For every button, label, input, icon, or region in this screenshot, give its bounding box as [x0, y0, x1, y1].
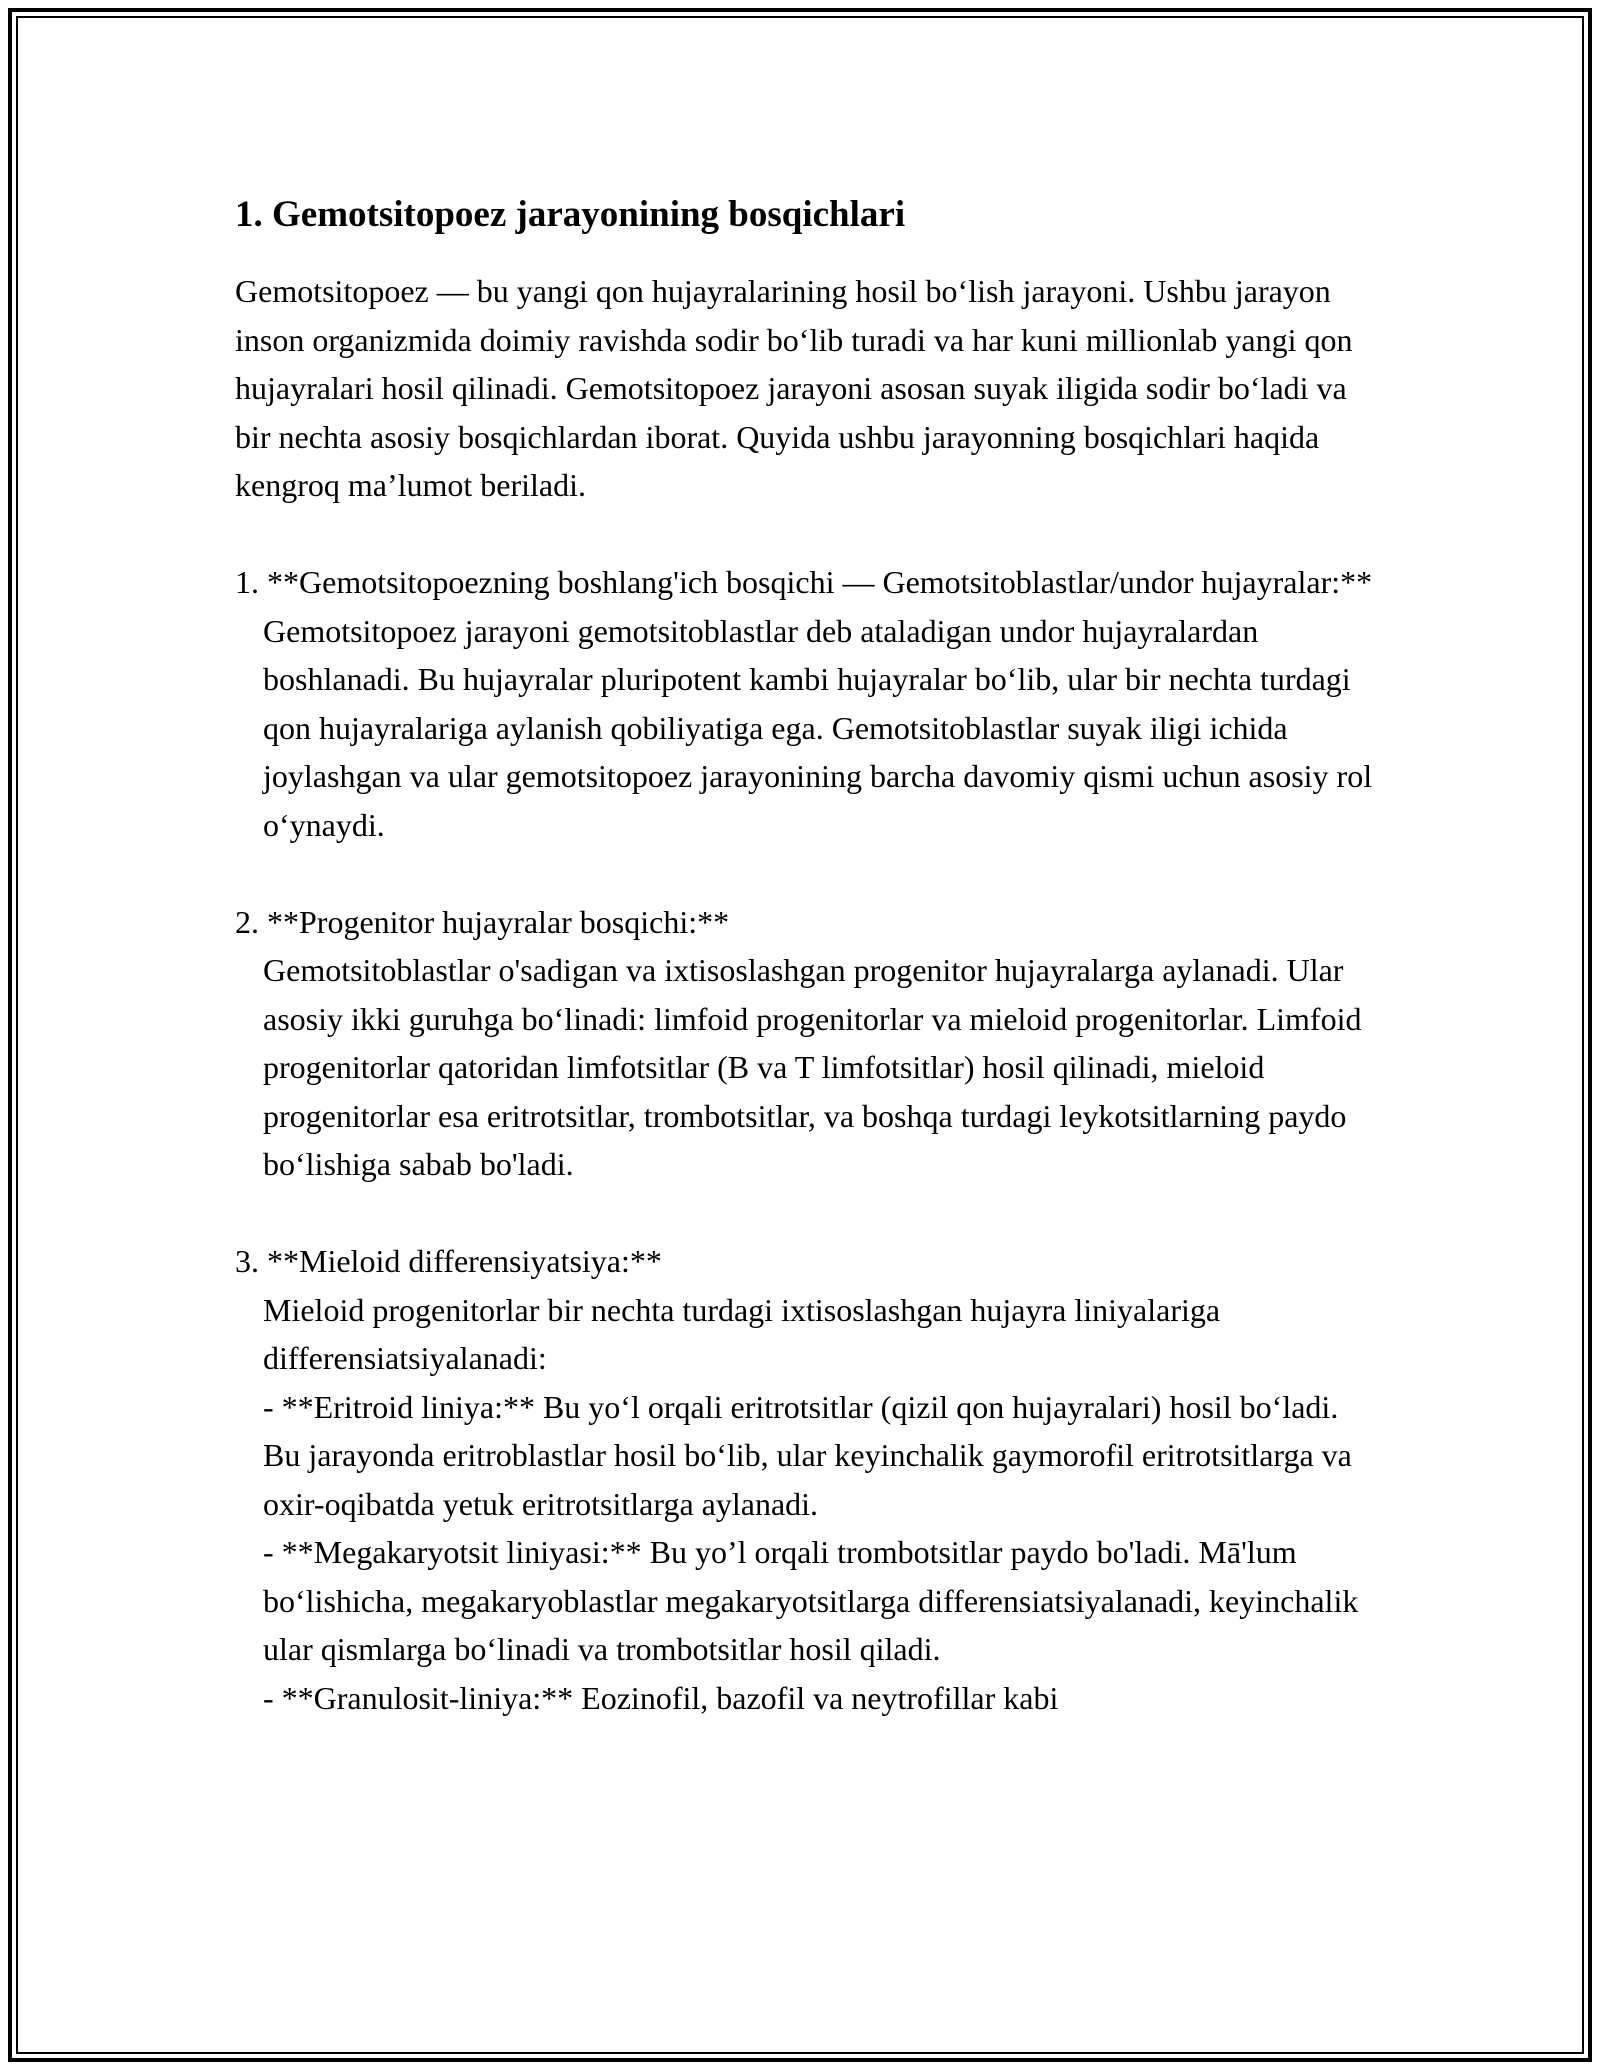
paragraph-gap	[235, 1189, 1375, 1238]
section-2-title: 2. **Progenitor hujayralar bosqichi:**	[235, 903, 730, 940]
section-2-body: Gemotsitoblastlar o'sadigan va ixtisoslashgan progenitor hujayralarga aylanadi. Ular asosiy ikki guruhga boʻlinadi: limfoid progenitorlar va mieloid progenitorlar. Limfoid progenitorlar qatoridan limfotsitlar (B va T limfotsitlar) hosil qilinadi, mieloid progenitorlar esa eritrotsitlar, trombotsitlar, va boshqa turdagi leykotsitlarning paydo boʻlishiga sabab bo'ladi.	[263, 952, 1370, 1182]
section-3-item-megakaryotsit: - **Megakaryotsit liniyasi:** Bu yo’l orqali trombotsitlar paydo bo'ladi. Mā'lum boʻlishicha, megakaryoblastlar megakaryotsitlarga differensiatsiyalanadi, keyinchalik ular qismlarga boʻlinadi va trombotsitlar hosil qiladi.	[263, 1534, 1367, 1667]
section-1-title: 1. **Gemotsitopoezning boshlang'ich bosqichi — Gemotsitoblastlar/undor hujayralar:**	[235, 564, 1373, 600]
section-3-item-granulosit: - **Granulosit-liniya:** Eozinofil, bazofil va neytrofillar kabi	[263, 1679, 1059, 1716]
section-3-item-eritroid: - **Eritroid liniya:** Bu yoʻl orqali eritrotsitlar (qizil qon hujayralari) hosil boʻladi. Bu jarayonda eritroblastlar hosil boʻlib, ular keyinchalik gaymorofil eritrotsitlarga va oxir-oqibatda yetuk eritrotsitlarga aylanadi.	[263, 1388, 1360, 1522]
section-3-body: Mieloid progenitorlar bir nechta turdagi ixtisoslashgan hujayra liniyalariga differensiatsiyalanadi:	[263, 1291, 1229, 1376]
section-1-body: Gemotsitopoez jarayoni gemotsitoblastlar deb ataladigan undor hujayralardan boshlanadi. Bu hujayralar pluripotent kambi hujayralar boʻlib, ular bir nechta turdagi qon hujayralariga aylanish qobiliyatiga ega. Gemotsitoblastlar suyak iligi ichida joylashgan va ular gemotsitopoez jarayonining barcha davomiy qismi uchun asosiy rol oʻynaydi.	[263, 612, 1381, 843]
section-3-title: 3. **Mieloid differensiyatsiya:**	[235, 1243, 662, 1279]
document-heading: 1. Gemotsitopoez jarayonining bosqichlari	[235, 194, 906, 235]
document-body	[235, 185, 1381, 1722]
paragraph-gap	[235, 849, 1375, 898]
paragraph-gap	[235, 510, 1375, 559]
intro-paragraph: Gemotsitopoez — bu yangi qon hujayralarining hosil boʻlish jarayoni. Ushbu jarayon inson organizmida doimiy ravishda sodir boʻlib turadi va har kuni millionlab yangi qon hujayralari hosil qilinadi. Gemotsitopoez jarayoni asosan suyak iligida sodir boʻladi va bir nechta asosiy bosqichlardan iborat. Quyida ushbu jarayonning bosqichlari haqida kengroq maʼlumot beriladi.	[235, 273, 1361, 503]
